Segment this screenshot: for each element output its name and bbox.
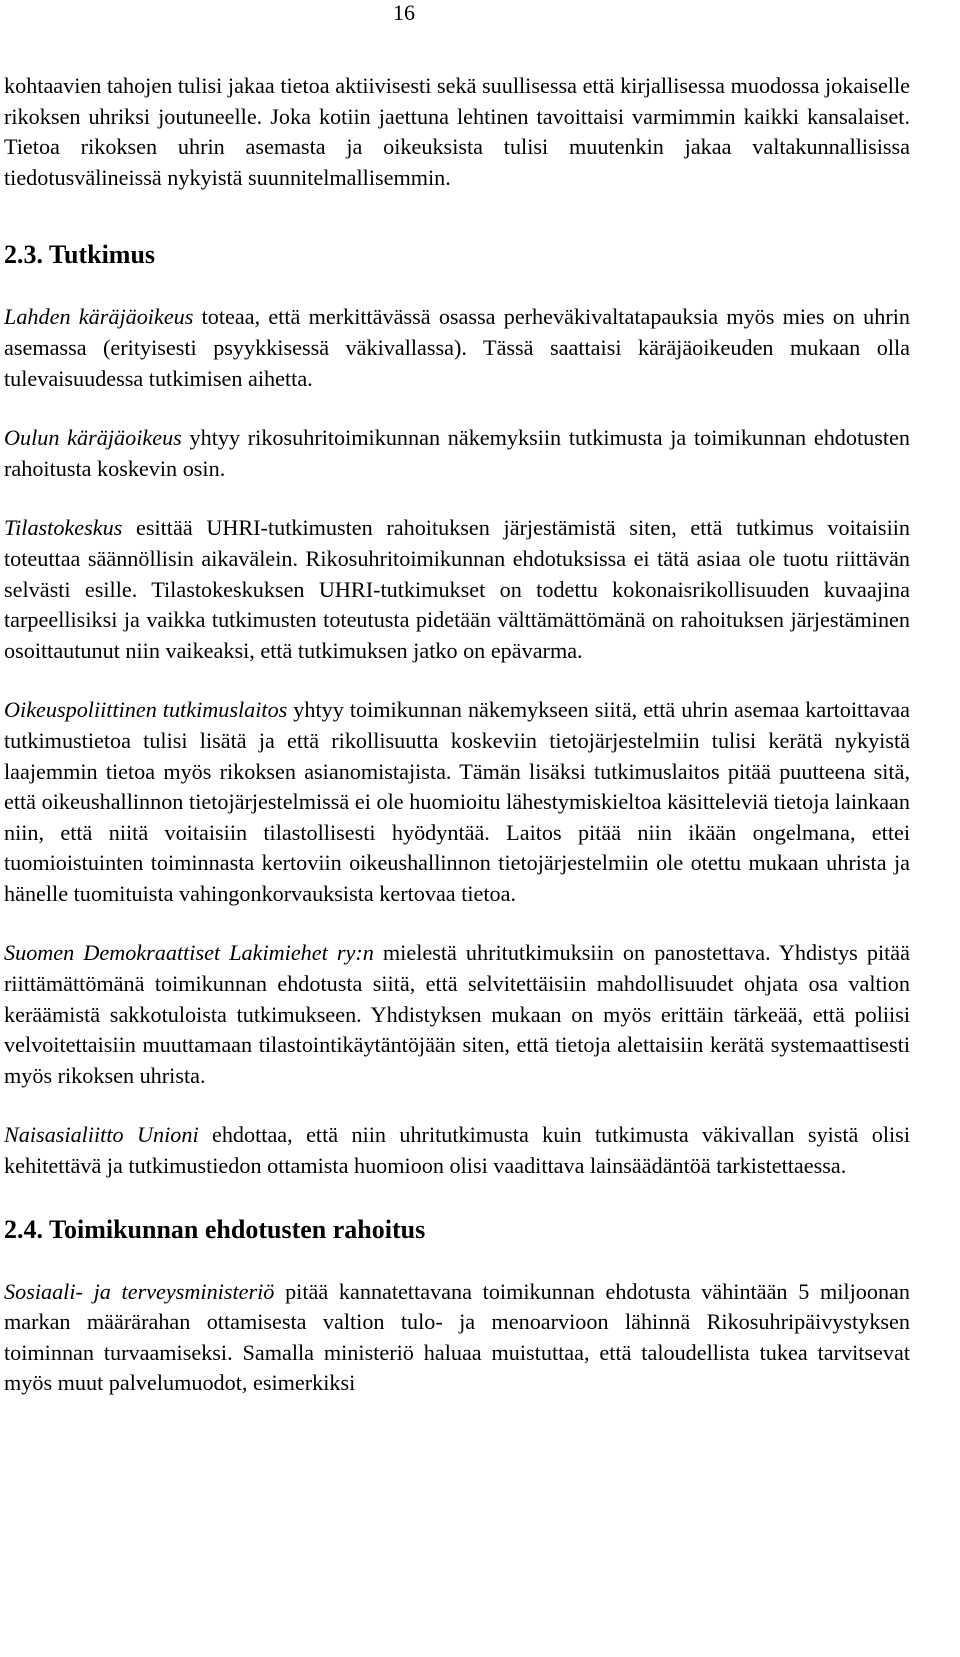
statement-subject: Suomen Demokraattiset Lakimiehet ry:n [4, 940, 374, 966]
statement-social-health-ministry [4, 1277, 910, 1399]
statement-subject: Naisasialiitto Unioni [4, 1122, 199, 1148]
page-number: 16 [393, 0, 415, 25]
statement-text: yhtyy toimikunnan näkemykseen siitä, että uhrin asemaa kartoittavaa tutkimustietoa tulisi lisätä ja että rikollisuutta koskeviin tietojärjestelmiin tulisi kerätä nykyistä laajemmin tietoa myös rikoksen asianomistajista. Tämän lisäksi tutkimuslaitos pitää puutteena sitä, että oikeushallinnon tietojärjestelmissä ei ole huomioitu lähestymiskieltoa käsitteleviä tietoja lainkaan niin, että niitä voitaisiin tilastollisesti hyödyntää. Laitos pitää niin ikään ongelmana, ettei tuomioistuinten toiminnasta kertoviin oikeushallinnon tietojärjestelmiin ole otettu mukaan uhrista ja hänelle tuomituista vahingonkorvauksista kertovaa tietoa. [4, 697, 910, 906]
statement-text: yhtyy rikosuhritoimikunnan näkemyksiin tutkimusta ja toimikunnan ehdotusten rahoitusta koskevin osin. [4, 425, 910, 481]
statement-statistics-finland [4, 513, 910, 666]
statement-subject: Lahden käräjäoikeus [4, 304, 194, 330]
statement-subject: Sosiaali- ja terveysministeriö [4, 1278, 275, 1304]
statement-naisasialiitto-unioni [4, 1120, 910, 1181]
statement-subject: Tilastokeskus [4, 515, 123, 541]
statement-subject: Oulun käräjäoikeus [4, 425, 182, 451]
section-heading-2-3: 2.3. Tutkimus [4, 240, 156, 270]
statement-text: toteaa, että merkittävässä osassa perheväkivaltatapauksia myös mies on uhrin asemassa (erityisesti psyykkisessä väkivallassa). Tässä saattaisi käräjäoikeuden mukaan olla tulevaisuudessa tutkimisen aihetta. [4, 304, 910, 391]
statement-subject: Oikeuspoliittinen tutkimuslaitos [4, 697, 288, 723]
section-heading-2-4: 2.4. Toimikunnan ehdotusten rahoitus [4, 1214, 426, 1244]
intro-paragraph: kohtaavien tahojen tulisi jakaa tietoa aktiivisesti sekä suullisessa että kirjallisessa muodossa jokaiselle rikoksen uhriksi joutuneelle. Joka kotiin jaettuna lehtinen tavoittaisi varmimmin kaikki kansalaiset. Tietoa rikoksen uhrin asemasta ja oikeuksista tulisi muutenkin jakaa valtakunnallisissa tiedotusvälineissä nykyistä suunnitelmallisemmin. [4, 73, 910, 190]
statement-text: ehdottaa, että niin uhritutkimusta kuin tutkimusta väkivallan syistä olisi kehitettävä ja tutkimustiedon ottamista huomioon olisi vaadittava lainsäädäntöä tarkistettaessa. [4, 1122, 910, 1179]
statement-text: esittää UHRI-tutkimusten rahoituksen järjestämistä siten, että tutkimus voitaisiin toteuttaa säännöllisin aikavälein. Rikosuhritoimikunnan ehdotuksissa ei tätä asiaa ole tuotu riittävän selvästi esille. Tilastokeskuksen UHRI-tutkimukset on todettu kokonaisrikollisuuden kuvaajina tarpeellisiksi ja vaikka tutkimusten toteutusta pidetään välttämättömänä on rahoituksen järjestäminen osoittautunut niin vaikeaksi, että tutkimuksen jatko on epävarma. [4, 515, 910, 663]
statement-democratic-lawyers [4, 938, 910, 1091]
document-body [4, 71, 910, 1399]
statement-oulu-court [4, 423, 910, 484]
statement-lahti-court [4, 302, 910, 394]
statement-text: pitää kannatettavana toimikunnan ehdotusta vähintään 5 miljoonan markan määrärahan ottamisesta valtion tulo- ja menoarvioon lähinnä Rikosuhripäivystyksen toiminnan turvaamiseksi. Samalla ministeriö haluaa muistuttaa, että taloudellista tukea tarvitsevat myös muut palvelumuodot, esimerkiksi [4, 1278, 910, 1396]
statement-legal-policy-institute [4, 695, 910, 909]
statement-text: mielestä uhritutkimuksiin on panostettava. Yhdistys pitää riittämättömänä toimikunnan ehdotusta siitä, että selvitettäisiin mahdollisuudet ohjata osa valtion keräämistä sakkotuloista tutkimukseen. Yhdistyksen mukaan on myös erittäin tärkeää, että poliisi velvoitettaisiin muuttamaan tilastointikäytäntöjään siten, että tietoja alettaisiin kerätä systemaattisesti myös rikoksen uhrista. [4, 940, 910, 1088]
